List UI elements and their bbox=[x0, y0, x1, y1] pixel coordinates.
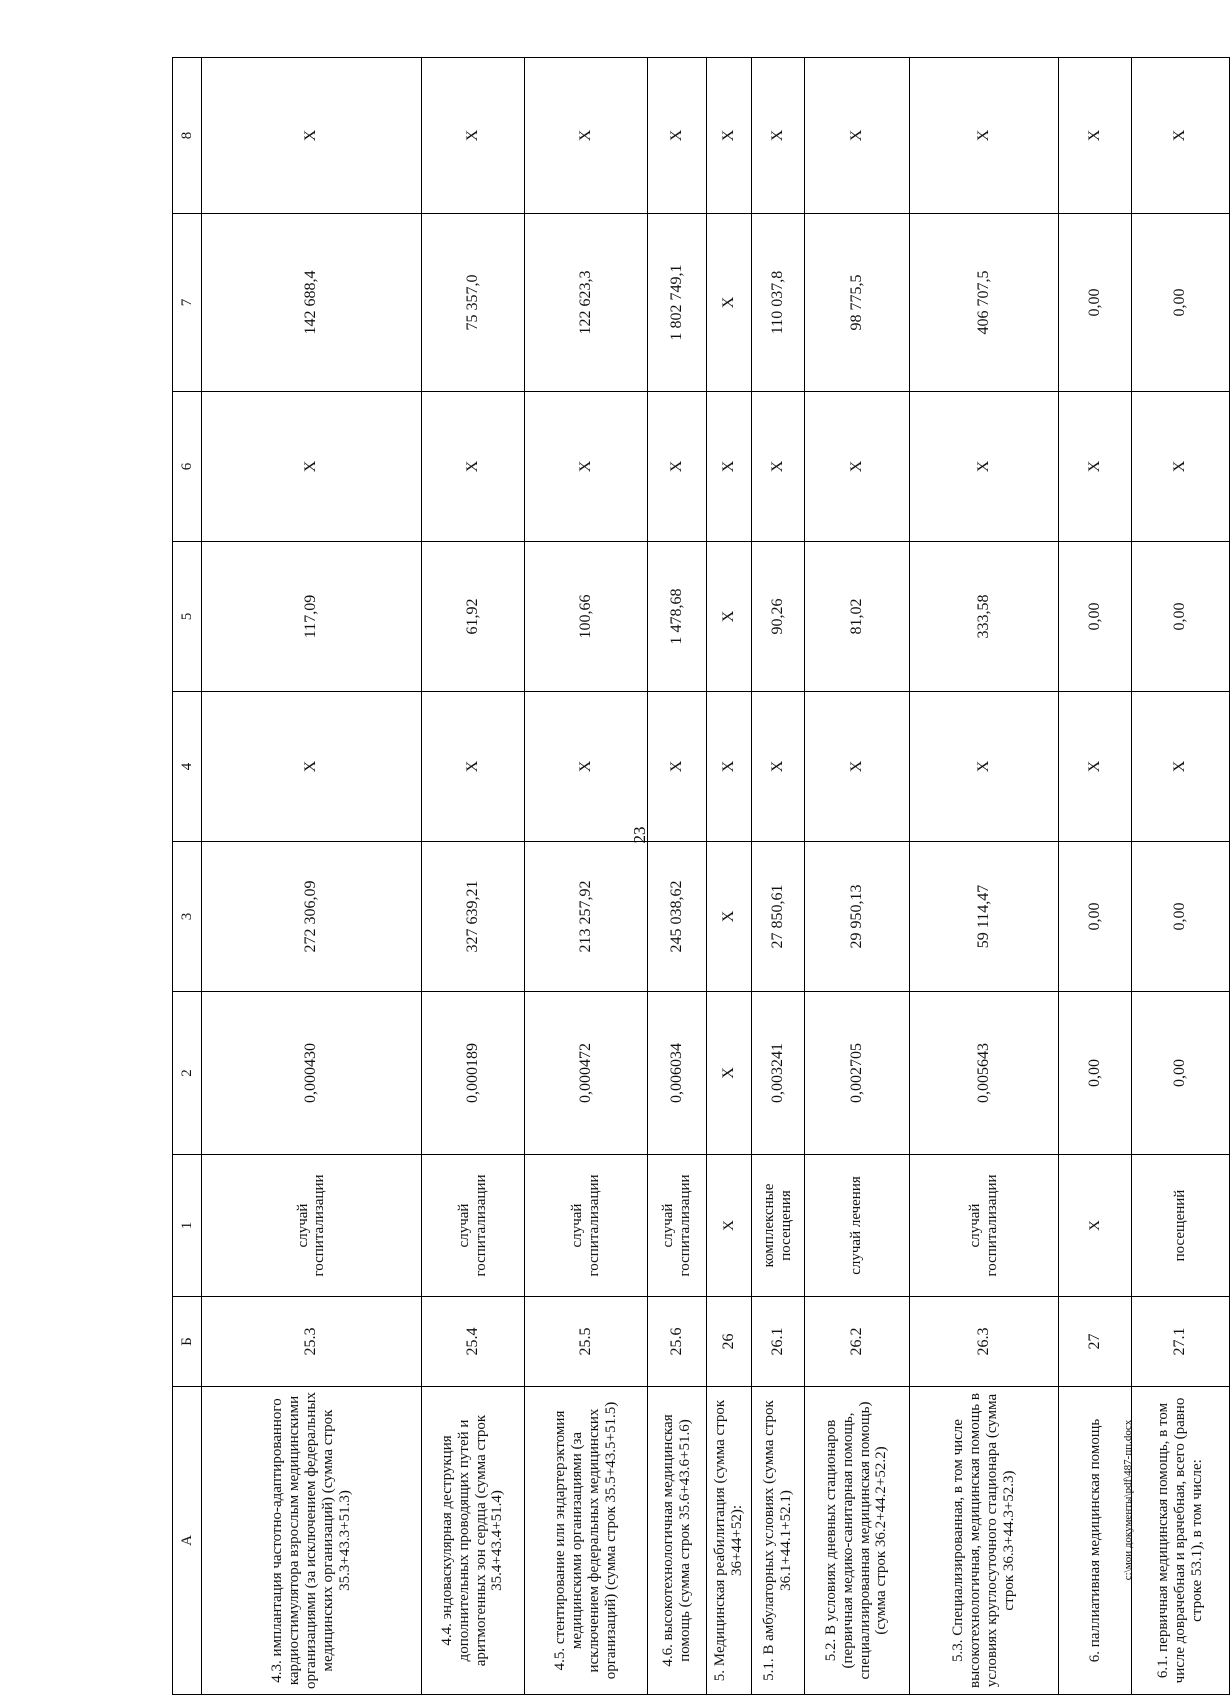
table-cell: X bbox=[909, 692, 1059, 842]
table-cell: 0,00 bbox=[1059, 214, 1131, 392]
table-cell: 0,00 bbox=[1059, 992, 1131, 1155]
table-cell: комплексные посещения bbox=[751, 1155, 804, 1297]
table-cell: 110 037,8 bbox=[751, 214, 804, 392]
row-number-cell: 25.3 bbox=[202, 1297, 422, 1387]
row-number-cell: 25.5 bbox=[524, 1297, 648, 1387]
table-cell: X bbox=[804, 58, 909, 214]
table-cell: X bbox=[524, 58, 648, 214]
table-cell: 0,00 bbox=[1059, 842, 1131, 992]
table-cell: X bbox=[648, 392, 706, 542]
table-row bbox=[421, 58, 524, 1695]
column-header: 4 bbox=[173, 692, 202, 842]
table-row bbox=[751, 58, 804, 1695]
table-cell: 0,002705 bbox=[804, 992, 909, 1155]
table-cell: X bbox=[1131, 692, 1229, 842]
table-cell: X bbox=[524, 692, 648, 842]
data-table-container bbox=[172, 58, 1230, 1695]
table-cell: X bbox=[1131, 392, 1229, 542]
table-cell: X bbox=[524, 392, 648, 542]
table-cell: 0,000472 bbox=[524, 992, 648, 1155]
table-cell: X bbox=[421, 392, 524, 542]
column-header: 1 bbox=[173, 1155, 202, 1297]
table-cell: случай госпитализации bbox=[909, 1155, 1059, 1297]
table-cell: 0,000430 bbox=[202, 992, 422, 1155]
row-description-cell: 5.2. В условиях дневных стационаров (первичная медико-санитарная помощь, специализированная медицинская помощь) (сумма строк 36.2+44.2+52.2) bbox=[804, 1387, 909, 1695]
table-cell: 59 114,47 bbox=[909, 842, 1059, 992]
table-cell: случай госпитализации bbox=[202, 1155, 422, 1297]
row-description-cell: 6. паллиативная медицинская помощь bbox=[1059, 1387, 1131, 1695]
table-cell: 29 950,13 bbox=[804, 842, 909, 992]
table-cell: случай лечения bbox=[804, 1155, 909, 1297]
column-header: 3 bbox=[173, 842, 202, 992]
table-cell: случай госпитализации bbox=[421, 1155, 524, 1297]
row-description-cell: 6.1. первичная медицинская помощь, в том числе доврачебная и врачебная, всего (равно строке 53.1), в том числе: bbox=[1131, 1387, 1229, 1695]
table-cell: 0,00 bbox=[1059, 542, 1131, 692]
table-cell: 0,00 bbox=[1131, 992, 1229, 1155]
page-number: 23 bbox=[630, 826, 649, 844]
table-cell: X bbox=[804, 392, 909, 542]
table-row bbox=[909, 58, 1059, 1695]
table-cell: 0,00 bbox=[1131, 214, 1229, 392]
table-cell: 117,09 bbox=[202, 542, 422, 692]
table-cell: X bbox=[909, 392, 1059, 542]
column-header: 2 bbox=[173, 992, 202, 1155]
row-number-cell: 26.2 bbox=[804, 1297, 909, 1387]
table-cell: X bbox=[804, 692, 909, 842]
table-cell: 0,003241 bbox=[751, 992, 804, 1155]
table-cell: X bbox=[1059, 1155, 1131, 1297]
table-cell: 0,000189 bbox=[421, 992, 524, 1155]
row-description-cell: 4.6. высокотехнологичная медицинская помощь (сумма строк 35.6+43.6+51.6) bbox=[648, 1387, 706, 1695]
table-cell: X bbox=[1131, 58, 1229, 214]
table-cell: 0,00 bbox=[1131, 542, 1229, 692]
table-cell: 1 802 749,1 bbox=[648, 214, 706, 392]
table-cell: 333,58 bbox=[909, 542, 1059, 692]
table-cell: посещений bbox=[1131, 1155, 1229, 1297]
row-description-cell: 5.1. В амбулаторных условиях (сумма строк 36.1+44.1+52.1) bbox=[751, 1387, 804, 1695]
table-cell: случай госпитализации bbox=[524, 1155, 648, 1297]
footer-file-path: c:\мои документы\pdf\487-пп.docx bbox=[1122, 1419, 1134, 1581]
table-cell: X bbox=[421, 58, 524, 214]
table-cell: X bbox=[648, 692, 706, 842]
table-row bbox=[1059, 58, 1131, 1695]
column-header: 5 bbox=[173, 542, 202, 692]
table-row bbox=[648, 58, 706, 1695]
row-number-cell: 25.4 bbox=[421, 1297, 524, 1387]
row-number-cell: 26 bbox=[706, 1297, 751, 1387]
table-cell: X bbox=[706, 842, 751, 992]
column-header: 7 bbox=[173, 214, 202, 392]
row-description-cell: 4.3. имплантация частотно-адаптированного кардиостимулятора взрослым медицинскими организациями (за исключением федеральных медицинских организаций) (сумма строк 35.3+43.3+51.3) bbox=[202, 1387, 422, 1695]
table-cell: X bbox=[648, 58, 706, 214]
table-cell: X bbox=[421, 692, 524, 842]
table-cell: 100,66 bbox=[524, 542, 648, 692]
table-cell: 75 357,0 bbox=[421, 214, 524, 392]
data-table bbox=[172, 57, 1230, 1695]
table-cell: X bbox=[751, 392, 804, 542]
table-header-row bbox=[173, 58, 202, 1695]
table-cell: 0,006034 bbox=[648, 992, 706, 1155]
table-cell: X bbox=[751, 58, 804, 214]
table-row bbox=[804, 58, 909, 1695]
table-row bbox=[202, 58, 422, 1695]
row-number-cell: 26.3 bbox=[909, 1297, 1059, 1387]
table-row bbox=[524, 58, 648, 1695]
table-cell: X bbox=[1059, 692, 1131, 842]
table-cell: X bbox=[1059, 392, 1131, 542]
table-cell: X bbox=[202, 692, 422, 842]
table-cell: X bbox=[706, 992, 751, 1155]
table-cell: 406 707,5 bbox=[909, 214, 1059, 392]
table-cell: 213 257,92 bbox=[524, 842, 648, 992]
row-description-cell: 5. Медицинская реабилитация (сумма строк 36+44+52): bbox=[706, 1387, 751, 1695]
table-cell: 245 038,62 bbox=[648, 842, 706, 992]
row-description-cell: 4.4. эндоваскулярная деструкция дополнительных проводящих путей и аритмогенных зон сердца (сумма строк 35.4+43.4+51.4) bbox=[421, 1387, 524, 1695]
table-cell: 27 850,61 bbox=[751, 842, 804, 992]
row-number-cell: 26.1 bbox=[751, 1297, 804, 1387]
table-row bbox=[1131, 58, 1229, 1695]
table-row bbox=[706, 58, 751, 1695]
table-cell: X bbox=[706, 542, 751, 692]
table-cell: X bbox=[1059, 58, 1131, 214]
table-cell: случай госпитализации bbox=[648, 1155, 706, 1297]
table-cell: 98 775,5 bbox=[804, 214, 909, 392]
row-description-cell: 5.3. Специализированная, в том числе высокотехнологичная, медицинская помощь в условиях круглосуточного стационара (сумма строк 36.3+44.3+52.3) bbox=[909, 1387, 1059, 1695]
table-cell: 272 306,09 bbox=[202, 842, 422, 992]
table-cell: 90,26 bbox=[751, 542, 804, 692]
table-cell: X bbox=[706, 392, 751, 542]
column-header: А bbox=[173, 1387, 202, 1695]
table-cell: X bbox=[202, 58, 422, 214]
table-cell: 142 688,4 bbox=[202, 214, 422, 392]
row-number-cell: 25.6 bbox=[648, 1297, 706, 1387]
table-cell: X bbox=[751, 692, 804, 842]
row-number-cell: 27.1 bbox=[1131, 1297, 1229, 1387]
column-header: 8 bbox=[173, 58, 202, 214]
row-description-cell: 4.5. стентирование или эндартерэктомия медицинскими организациями (за исключением федеральных медицинских организаций) (сумма строк 35.5+43.5+51.5) bbox=[524, 1387, 648, 1695]
table-body bbox=[202, 58, 1230, 1695]
table-cell: 1 478,68 bbox=[648, 542, 706, 692]
table-cell: X bbox=[202, 392, 422, 542]
table-cell: X bbox=[909, 58, 1059, 214]
column-header: 6 bbox=[173, 392, 202, 542]
table-cell: 327 639,21 bbox=[421, 842, 524, 992]
table-cell: 0,00 bbox=[1131, 842, 1229, 992]
table-cell: 0,005643 bbox=[909, 992, 1059, 1155]
table-cell: X bbox=[706, 1155, 751, 1297]
column-header: Б bbox=[173, 1297, 202, 1387]
row-number-cell: 27 bbox=[1059, 1297, 1131, 1387]
table-cell: 81,02 bbox=[804, 542, 909, 692]
table-cell: X bbox=[706, 692, 751, 842]
table-cell: X bbox=[706, 214, 751, 392]
table-cell: 61,92 bbox=[421, 542, 524, 692]
table-cell: X bbox=[706, 58, 751, 214]
table-cell: 122 623,3 bbox=[524, 214, 648, 392]
